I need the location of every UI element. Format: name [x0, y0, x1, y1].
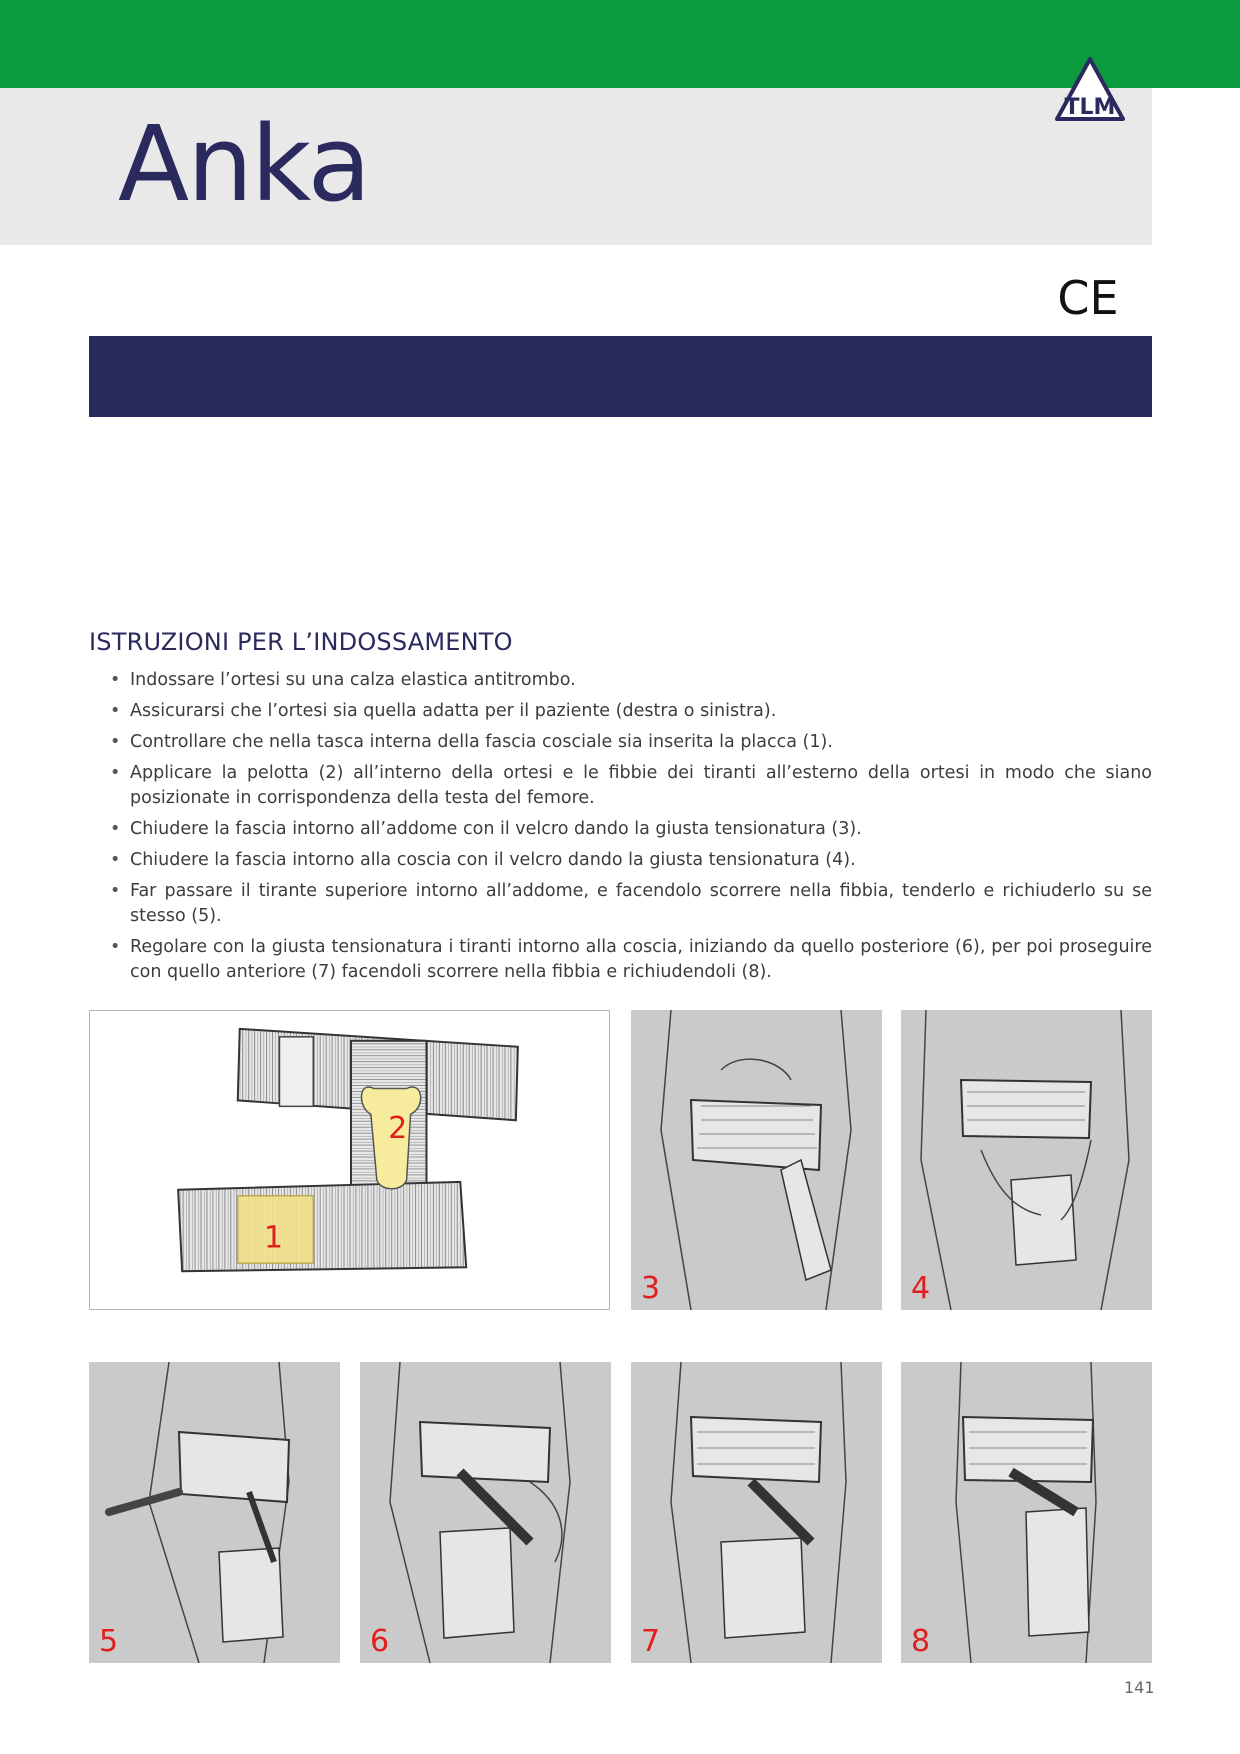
instructions-heading: ISTRUZIONI PER L’INDOSSAMENTO — [89, 628, 513, 656]
logo-letters: TLM — [1064, 95, 1116, 120]
pad-label: 2 — [388, 1111, 408, 1147]
plate-label: 1 — [264, 1220, 283, 1256]
tlm-logo-icon — [1054, 56, 1126, 124]
list-item: • Assicurarsi che l’ortesi sia quella adatta per il paziente (destra o sinistra). — [110, 699, 1152, 724]
step-6-figure — [360, 1362, 611, 1663]
step-number: 6 — [370, 1624, 390, 1659]
list-item: • Controllare che nella tasca interna della fascia cosciale sia inserita la placca (1). — [110, 730, 1152, 755]
step-number: 5 — [99, 1624, 119, 1659]
step-6-drawing — [360, 1362, 611, 1663]
step-4-figure — [901, 1010, 1152, 1310]
step-5-figure — [89, 1362, 340, 1663]
step-number: 4 — [911, 1271, 931, 1306]
step-number: 8 — [911, 1624, 931, 1659]
ce-mark-icon — [1056, 272, 1120, 320]
list-item: • Chiudere la fascia intorno all’addome con il velcro dando la giusta tensionatura (3). — [110, 817, 1152, 842]
step-5-drawing — [89, 1362, 340, 1663]
step-number: 7 — [641, 1624, 661, 1659]
list-item: • Applicare la pelotta (2) all’interno della ortesi e le fibbie dei tiranti all’esterno della ortesi in modo che siano posizionate in corrispondenza della testa del femore. — [110, 761, 1152, 811]
step-7-figure — [631, 1362, 882, 1663]
page-title: Anka — [118, 103, 370, 225]
step-4-drawing — [901, 1010, 1152, 1310]
list-item: • Far passare il tirante superiore intorno all’addome, e facendolo scorrere nella fibbia, tenderlo e richiuderlo su se stesso (5). — [110, 879, 1152, 929]
navy-banner — [89, 336, 1152, 417]
step-3-figure — [631, 1010, 882, 1310]
ce-mark-text: CE — [1057, 272, 1119, 320]
step-3-drawing — [631, 1010, 882, 1310]
page-number: 141 — [1124, 1678, 1155, 1697]
step-7-drawing — [631, 1362, 882, 1663]
list-item: • Chiudere la fascia intorno alla coscia con il velcro dando la giusta tensionatura (4). — [110, 848, 1152, 873]
instructions-list — [110, 668, 1152, 991]
list-item: • Indossare l’ortesi su una calza elastica antitrombo. — [110, 668, 1152, 693]
orthosis-diagram — [89, 1010, 610, 1310]
step-8-drawing — [901, 1362, 1152, 1663]
orthosis-drawing — [90, 1011, 609, 1309]
step-number: 3 — [641, 1271, 661, 1306]
step-8-figure — [901, 1362, 1152, 1663]
list-item: • Regolare con la giusta tensionatura i tiranti intorno alla coscia, iniziando da quello posteriore (6), per poi proseguire con quello anteriore (7) facendoli scorrere nella fibbia e richiudendoli (8). — [110, 935, 1152, 985]
